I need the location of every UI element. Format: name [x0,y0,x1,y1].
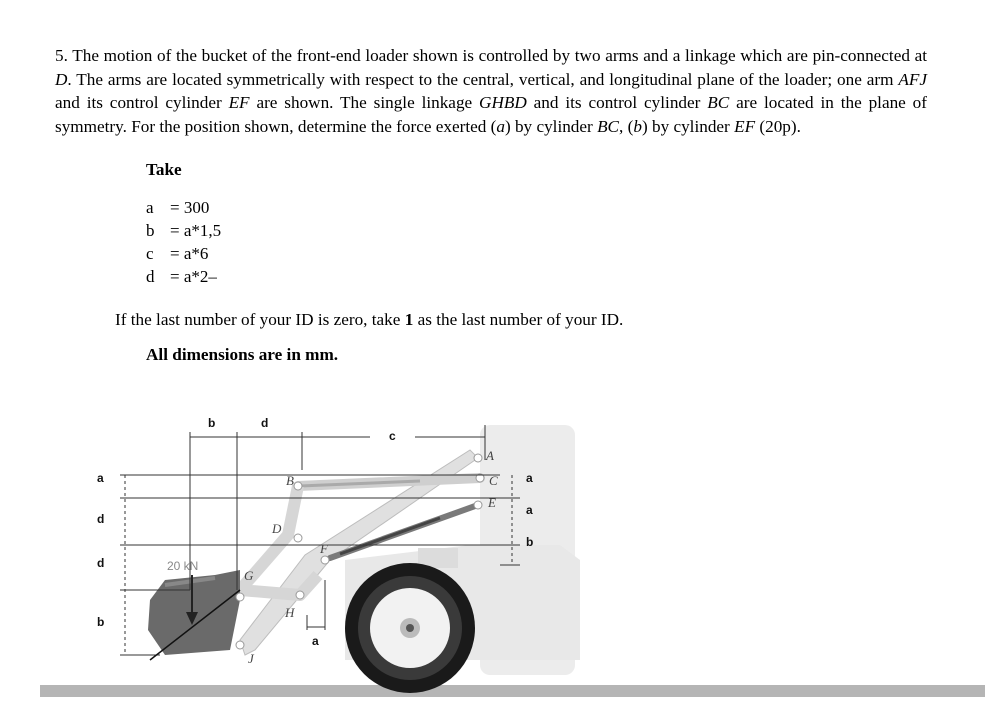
point-label-H: H [285,605,295,620]
parameter-list [146,196,221,288]
param-row [146,196,221,219]
problem-text-7: ) by cylinder [504,116,598,136]
dim-label-b-top: b [208,416,216,430]
cylinder-EF-ref: EF [228,93,250,113]
point-label-C: C [489,473,498,488]
wheel [345,563,475,693]
dim-label-a-left: a [97,471,104,485]
dim-label-b-left: b [97,615,105,629]
problem-text-9: ) by cylinder [641,116,735,136]
problem-text-3: and its control cylinder [55,93,229,113]
problem-text-6: are located in the plane of symmetry. For the position shown, determine the force exerted ( [55,93,927,136]
point-label-F: F [320,541,328,556]
param-name: b [146,221,155,240]
id-note-bold: 1 [404,310,414,329]
dim-label-d-top: d [261,416,269,430]
cylinder-BC-ref-2: BC [597,116,620,136]
arm-AFJ-ref: AFJ [898,69,927,89]
point-label-B: B [286,473,294,488]
part-a-ref: a [496,116,505,136]
point-label-G: G [244,568,254,583]
id-note [115,310,623,330]
point-label-A: A [486,448,494,463]
param-name: c [146,244,154,263]
dim-label-a-bottom: a [312,634,319,648]
take-heading: Take [146,160,182,179]
cylinder-BC-ref: BC [707,93,730,113]
id-note-after: as the last number of your ID. [413,310,624,329]
load-label: 20 kN [167,559,199,573]
dim-label-d-left-2: d [97,556,105,570]
problem-text-2: . The arms are located symmetrically with respect to the central, vertical, and longitudinal plane of the loader; one arm [67,69,899,89]
problem-text-5: and its control cylinder [526,93,708,113]
loader-figure [0,395,985,726]
dim-label-d-left-1: d [97,512,105,526]
problem-statement [55,44,927,138]
problem-text-8: , ( [619,116,634,136]
point-D-ref: D [55,69,68,89]
param-value: = a*6 [170,244,209,263]
param-value: = 300 [170,198,210,217]
param-value: = a*1,5 [170,221,222,240]
param-row [146,265,221,288]
linkage-GHBD-ref: GHBD [479,93,527,113]
dim-label-a-right-1: a [526,471,533,485]
point-label-J: J [248,651,254,666]
dim-label-b-right: b [526,535,534,549]
problem-text-10: (20p). [755,116,801,136]
param-name: d [146,267,155,286]
param-name: a [146,198,154,217]
part-b-ref: b [633,116,642,136]
problem-text-4: are shown. The single linkage [249,93,480,113]
dim-label-a-right-2: a [526,503,533,517]
param-value: = a*2– [170,267,217,286]
problem-text-1: 5. The motion of the bucket of the front-end loader shown is controlled by two arms and a linkage which are pin-connected at [55,46,927,65]
param-row [146,219,221,242]
cylinder-EF-ref-2: EF [734,116,756,136]
units-note: All dimensions are in mm. [146,345,339,364]
dim-label-c-top: c [389,429,396,443]
point-label-D: D [272,521,282,536]
param-row [146,242,221,265]
ground [40,685,985,697]
point-label-E: E [488,495,496,510]
id-note-before: If the last number of your ID is zero, take [115,310,405,329]
